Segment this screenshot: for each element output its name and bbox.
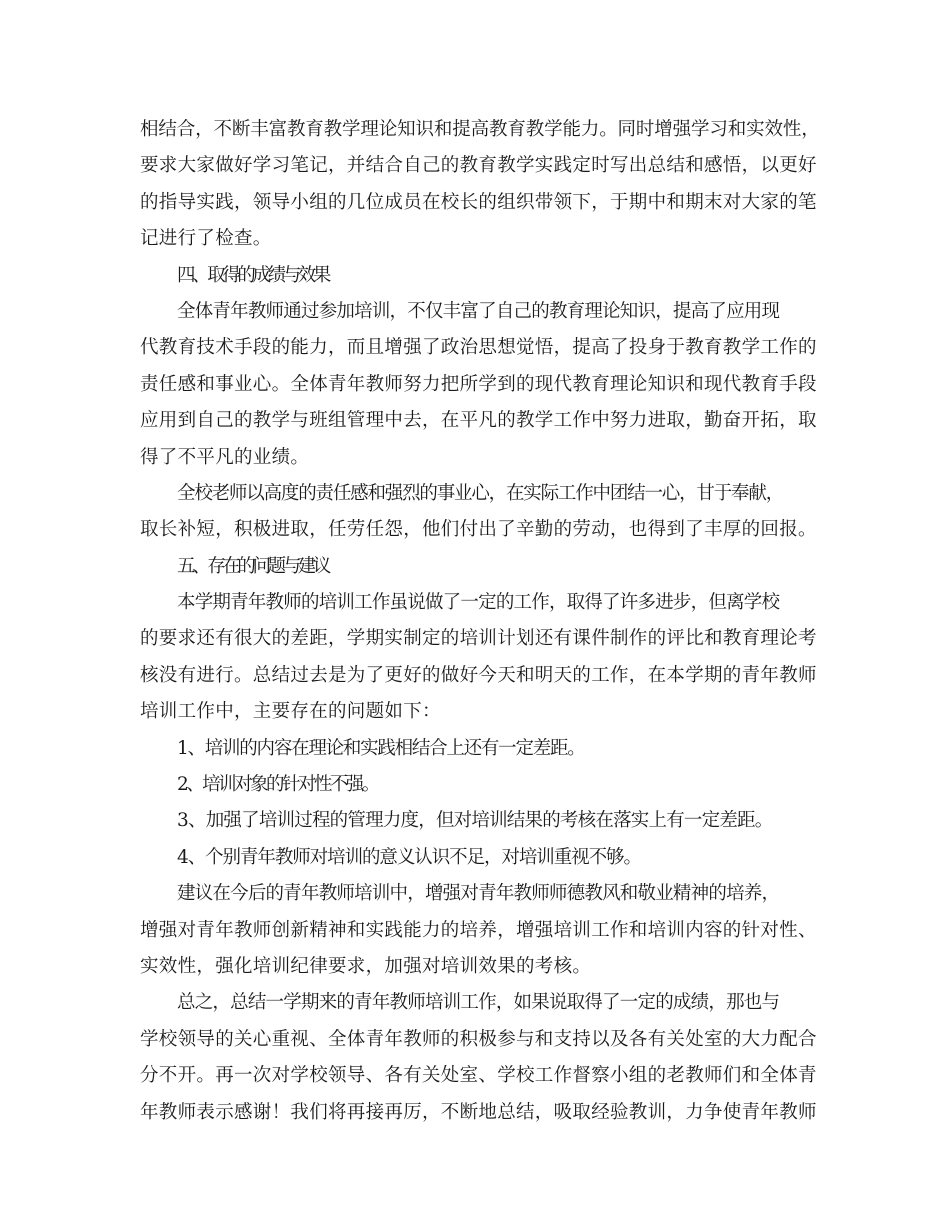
text-line: 要求大家做好学习笔记，并结合自己的教育教学实践定时写出总结和感悟，以更好 xyxy=(140,155,817,177)
text-line: 增强对青年教师创新精神和实践能力的培养，增强培训工作和培训内容的针对性、 xyxy=(140,919,817,941)
text-line: 记进行了检查。 xyxy=(140,228,272,250)
text-line: 应用到自己的教学与班组管理中去，在平凡的教学工作中努力进取，勤奋开拓，取 xyxy=(140,410,817,432)
text-line: 得了不平凡的业绩。 xyxy=(140,446,310,468)
text-line: 建议在今后的青年教师培训中，增强对青年教师师德教风和敬业精神的培养， xyxy=(177,883,780,905)
text-line: 的指导实践，领导小组的几位成员在校长的组织带领下，于期中和期末对大家的笔 xyxy=(140,191,817,213)
text-line: 全校老师以高度的责任感和强烈的事业心，在实际工作中团结一心，甘于奉献， xyxy=(177,482,784,504)
text-line: 总之，总结一学期来的青年教师培训工作，如果说取得了一定的成绩，那也与 xyxy=(177,992,780,1014)
text-line: 3、加强了培训过程的管理力度，但对培训结果的考核在落实上有一定差距。 xyxy=(177,810,773,832)
text-line: 培训工作中，主要存在的问题如下： xyxy=(140,701,441,723)
text-line: 1、培训的内容在理论和实践相结合上还有一定差距。 xyxy=(177,737,585,759)
text-line: 五、存在的问题与建议 xyxy=(177,555,329,577)
text-line: 年教师表示感谢！我们将再接再厉，不断地总结，吸取经验教训，力争使青年教师 xyxy=(140,1101,817,1123)
document-body xyxy=(140,112,820,1131)
text-line: 全体青年教师通过参加培训，不仅丰富了自己的教育理论知识，提高了应用现 xyxy=(177,300,780,322)
text-line: 责任感和事业心。全体青年教师努力把所学到的现代教育理论知识和现代教育手段 xyxy=(140,373,817,395)
text-line: 代教育技术手段的能力，而且增强了政治思想觉悟，提高了投身于教育教学工作的 xyxy=(140,337,817,359)
text-line: 四、取得的成绩与效果 xyxy=(177,264,329,286)
text-line: 取长补短，积极进取，任劳任怨，他们付出了辛勤的劳动，也得到了丰厚的回报。 xyxy=(140,519,817,541)
text-line: 的要求还有很大的差距，学期实制定的培训计划还有课件制作的评比和教育理论考 xyxy=(140,628,817,650)
text-line: 实效性，强化培训纪律要求，加强对培训效果的考核。 xyxy=(140,955,592,977)
text-line: 4、个别青年教师对培训的意义认识不足，对培训重视不够。 xyxy=(177,846,641,868)
text-line: 相结合，不断丰富教育教学理论知识和提高教育教学能力。同时增强学习和实效性， xyxy=(140,119,820,140)
text-line: 分不开。再一次对学校领导、各有关处室、学校工作督察小组的老教师们和全体青 xyxy=(140,1065,817,1087)
text-line: 本学期青年教师的培训工作虽说做了一定的工作，取得了许多进步，但离学校 xyxy=(177,592,780,614)
text-line: 2、培训对象的针对性不强。 xyxy=(177,774,378,796)
text-line: 核没有进行。总结过去是为了更好的做好今天和明天的工作，在本学期的青年教师 xyxy=(140,664,817,686)
text-line: 学校领导的关心重视、全体青年教师的积极参与和支持以及各有关处室的大力配合 xyxy=(140,1028,817,1050)
